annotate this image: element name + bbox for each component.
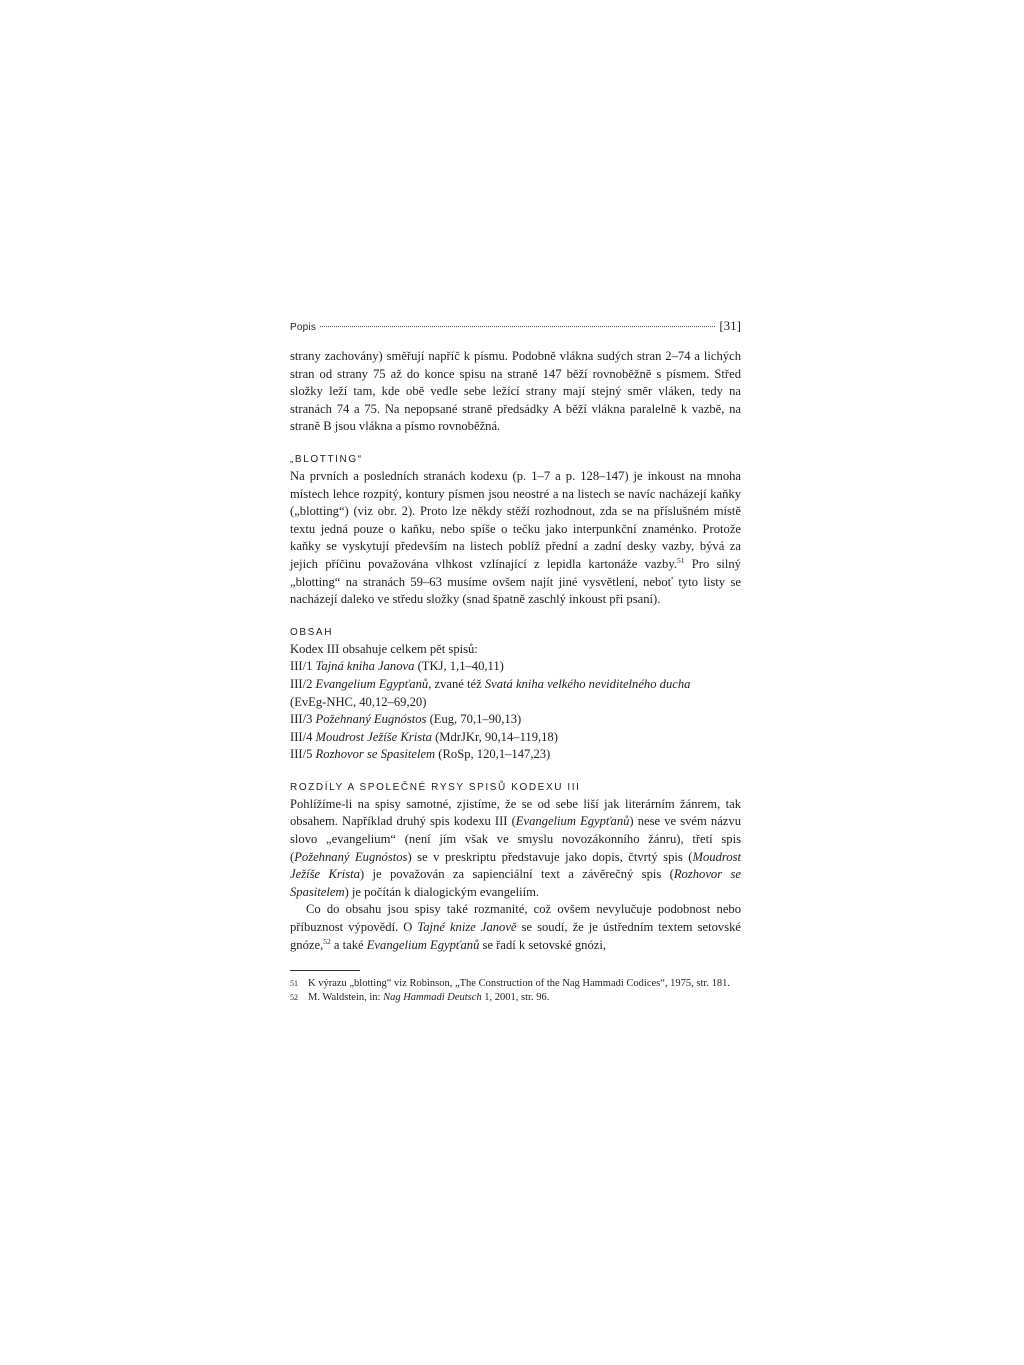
section-obsah — [290, 625, 741, 764]
running-header — [290, 318, 741, 334]
intro-paragraph: strany zachovány) směřují napříč k písmu. Podobně vlákna sudých stran 2–74 a lichých stran od strany 75 až do konce spisu na straně 147 běží rovnoběžně s písmem. Střed složky leží tam, kde obě vedle sebe ležící strany mají stejný směr vláken, tedy na stranách 74 a 75. Na nepopsané straně předsádky A běží vlákna paralelně k vazbě, na straně B jsou vlákna a písmo rovnoběžná. — [290, 349, 741, 434]
section-heading-obsah: OBSAH — [290, 626, 334, 638]
list-item: III/2 Evangelium Egypťanů, zvané též Svatá kniha velkého neviditelného ducha — [290, 676, 691, 691]
obsah-intro: Kodex III obsahuje celkem pět spisů: — [290, 641, 478, 656]
running-title: Popis — [290, 322, 317, 333]
section-rozdily — [290, 780, 741, 954]
list-item: III/5 Rozhovor se Spasitelem (RoSp, 120,1–147,23) — [290, 747, 551, 762]
page-number: [31] — [719, 318, 741, 333]
section-heading-rozdily: ROZDÍLY A SPOLEČNÉ RYSY SPISŮ KODEXU III — [290, 781, 581, 793]
list-item: (EvEg-NHC, 40,12–69,20) — [290, 694, 427, 709]
blotting-paragraph — [290, 468, 741, 609]
rozdily-paragraph-1: Pohlížíme-li na spisy samotné, zjistíme, že se od sebe liší jak literárním žánrem, tak obsahem. Například druhý spis kodexu III (Evangelium Egypťanů) nese ve svém názvu slovo „evangelium“ (není jím však ve smyslu novozákonního žánru), třetí spis (Požehnaný Eugnóstos) se v preskriptu představuje jako dopis, čtvrtý spis (Moudrost Ježíše Krista) je považován za sapienciální text a závěrečný spis (Rozhovor se Spasitelem) je počítán k dialogickým evangeliím. — [290, 796, 742, 899]
list-item: III/3 Požehnaný Eugnóstos (Eug, 70,1–90,13) — [290, 712, 522, 727]
footnote-text: K výrazu „blotting“ viz Robinson, „The Construction of the Nag Hammadi Codices“, 1975, str. 181. — [308, 978, 730, 990]
list-item: III/4 Moudrost Ježíše Krista (MdrJKr, 90,14–119,18) — [290, 729, 558, 744]
footnote-ref-51: 51 — [676, 555, 685, 565]
footnote-52 — [290, 991, 741, 1005]
blotting-text: Na prvních a posledních stranách kodexu (p. 1–7 a p. 128–147) je inkoust na mnoha místech lehce rozpitý, kontury písmen jsou neostré a na listech se navíc nacházejí kaňky („blotting“) (viz obr. 2). Proto lze někdy stěží rozhodnout, zda se na příslušném místě textu jedná pouze o kaňku, nebo spíše o tečku jako interpunkční znaménko. Protože kaňky se vyskytují především na listech poblíž přední a zadní desky vazby, bývá za jejich příčinu považována vlhkost vzlínající z lepidla kartonáže vazby. — [290, 468, 741, 571]
footnote-number: 52 — [290, 993, 298, 1003]
rozdily-paragraph-2: Co do obsahu jsou spisy také rozmanité, což ovšem nevylučuje podobnost nebo příbuznost výpovědí. O Tajné knize Janově se soudí, že je ústředním textem setovské gnóze,$^{52}$ a také Evangelium Egypťanů se řadí k setovské gnózi, — [290, 902, 741, 952]
leader-dots — [320, 326, 715, 327]
footnote-ref-52: 52 — [323, 936, 331, 946]
section-heading-blotting: „BLOTTING“ — [290, 453, 363, 465]
footnote-divider — [290, 970, 360, 971]
footnote-text: M. Waldstein, in: Nag Hammadi Deutsch 1, 2001, str. 96. — [308, 992, 550, 1004]
section-blotting — [290, 452, 741, 609]
footnote-51 — [290, 977, 741, 991]
footnote-number: 51 — [290, 979, 298, 989]
book-page — [290, 318, 741, 1005]
blotting-text-cont: Pro silný „blotting“ na stranách 59–63 musíme ovšem najít jiné vysvětlení, neboť tyto listy se nacházejí daleko ve středu složky (snad špatně zaschlý inkoust při psaní). — [290, 556, 741, 607]
list-item: III/1 Tajná kniha Janova (TKJ, 1,1–40,11) — [290, 659, 504, 674]
